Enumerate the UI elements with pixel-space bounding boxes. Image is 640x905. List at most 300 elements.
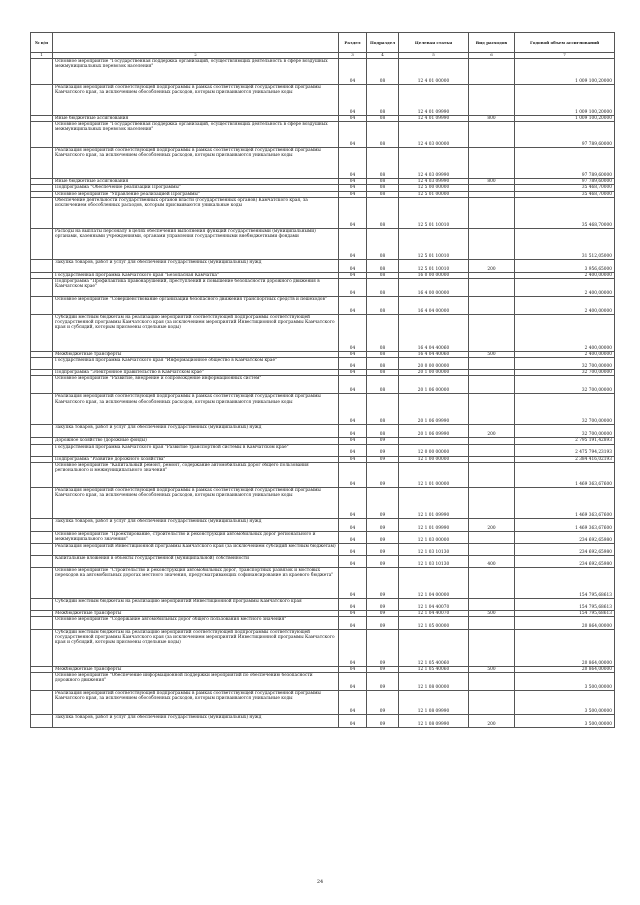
cell-tselevaya-statya: 12 1 03 00000 — [399, 531, 469, 543]
cell-razdel: 04 — [339, 116, 367, 122]
cell-num — [31, 518, 53, 531]
cell-amount: 2 400,00000 — [515, 315, 615, 352]
header-num: № п/п — [31, 33, 53, 53]
cell-podrazdel: 09 — [367, 518, 399, 531]
cell-amount: 2 475 794,23193 — [515, 444, 615, 456]
cell-amount: 20 864,00000 — [515, 630, 615, 667]
cell-num — [31, 394, 53, 425]
cell-podrazdel: 08 — [367, 358, 399, 370]
column-number: 3 — [339, 53, 367, 59]
table-row — [31, 85, 615, 116]
cell-vid-rashodov — [469, 197, 515, 228]
cell-name: Реализация мероприятий соответствующей подпрограммы в рамках соответствующей государственной программы Камчатского края, за исключением обособленных расходов, которым присваиваются уникальные коды — [53, 487, 339, 518]
cell-tselevaya-statya: 12 1 05 40060 — [399, 667, 469, 673]
cell-podrazdel: 09 — [367, 456, 399, 462]
cell-amount: 20 864,00000 — [515, 667, 615, 673]
header-annual-amount: Годовой объем ассигнований — [515, 33, 615, 53]
cell-tselevaya-statya: 20 1 06 09990 — [399, 425, 469, 438]
cell-num — [31, 376, 53, 394]
cell-tselevaya-statya: 12 4 01 00000 — [399, 59, 469, 85]
cell-razdel: 04 — [339, 518, 367, 531]
cell-tselevaya-statya: 20 1 00 00000 — [399, 370, 469, 376]
cell-amount: 31 512,05000 — [515, 228, 615, 259]
cell-vid-rashodov — [469, 297, 515, 315]
cell-vid-rashodov: 800 — [469, 116, 515, 122]
cell-razdel: 04 — [339, 85, 367, 116]
cell-name: Реализация мероприятий Инвестиционной программы Камчатского края (за исключением субсидий местным бюджетам) — [53, 543, 339, 555]
cell-vid-rashodov — [469, 358, 515, 370]
table-row — [31, 376, 615, 394]
cell-razdel: 04 — [339, 394, 367, 425]
table-row — [31, 59, 615, 85]
cell-num — [31, 279, 53, 297]
cell-num — [31, 543, 53, 555]
cell-name: Государственная программа Камчатского края "Информационное общество в Камчатском крае" — [53, 358, 339, 370]
cell-podrazdel: 09 — [367, 567, 399, 598]
cell-amount: 97 789,60000 — [515, 179, 615, 185]
cell-name: Государственная программа Камчатского края "Безопасная Камчатка" — [53, 272, 339, 278]
cell-name: Закупка товаров, работ и услуг для обеспечения государственных (муниципальных) нужд — [53, 259, 339, 272]
header-vid-rashodov: Вид расходов — [469, 33, 515, 53]
table-body — [31, 59, 615, 728]
cell-amount: 3 500,00000 — [515, 691, 615, 715]
column-number: 6 — [469, 53, 515, 59]
cell-num — [31, 148, 53, 179]
cell-podrazdel: 09 — [367, 444, 399, 456]
cell-amount: 97 789,60000 — [515, 122, 615, 148]
cell-podrazdel: 08 — [367, 425, 399, 438]
cell-vid-rashodov — [469, 691, 515, 715]
cell-vid-rashodov — [469, 122, 515, 148]
cell-name: Подпрограмма "Электронное правительство в Камчатском крае" — [53, 370, 339, 376]
table-row — [31, 617, 615, 630]
cell-amount: 3 956,65000 — [515, 259, 615, 272]
table-header — [31, 33, 615, 59]
cell-num — [31, 85, 53, 116]
cell-tselevaya-statya: 12 1 03 10130 — [399, 543, 469, 555]
cell-razdel: 04 — [339, 259, 367, 272]
cell-num — [31, 197, 53, 228]
cell-tselevaya-statya: 20 1 06 00000 — [399, 376, 469, 394]
cell-razdel: 04 — [339, 567, 367, 598]
cell-podrazdel: 09 — [367, 630, 399, 667]
cell-podrazdel: 08 — [367, 191, 399, 197]
cell-amount: 2 400,00000 — [515, 279, 615, 297]
cell-vid-rashodov: 200 — [469, 715, 515, 728]
cell-name: Реализация мероприятий соответствующей подпрограммы в рамках соответствующей государственной программы Камчатского края, за исключением обособленных расходов, которым присваиваются уникальные коды — [53, 691, 339, 715]
cell-num — [31, 228, 53, 259]
cell-razdel: 04 — [339, 358, 367, 370]
column-number: 7 — [515, 53, 615, 59]
cell-num — [31, 425, 53, 438]
cell-amount: 154 795,68613 — [515, 610, 615, 616]
cell-name: Государственная программа Камчатского края "Развитие транспортной системы в Камчатском крае" — [53, 444, 339, 456]
table-row — [31, 148, 615, 179]
cell-podrazdel: 09 — [367, 543, 399, 555]
cell-vid-rashodov: 800 — [469, 179, 515, 185]
header-podrazdel: Подраздел — [367, 33, 399, 53]
cell-num — [31, 598, 53, 610]
cell-vid-rashodov — [469, 59, 515, 85]
cell-tselevaya-statya: 12 5 00 00000 — [399, 185, 469, 191]
cell-name: Основное мероприятие "Государственная поддержка организаций, осуществляющих деятельность в сфере воздушных межмуниципальных перевозок населения" — [53, 59, 339, 85]
cell-name: Реализация мероприятий соответствующей подпрограммы в рамках соответствующей государственной программы Камчатского края, за исключением обособленных расходов, которым присваиваются уникальные коды — [53, 394, 339, 425]
cell-vid-rashodov: 500 — [469, 610, 515, 616]
cell-name: Реализация мероприятий соответствующей подпрограммы в рамках соответствующей государственной программы Камчатского края, за исключением обособленных расходов, которым присваиваются уникальные коды — [53, 148, 339, 179]
cell-tselevaya-statya: 12 1 04 40070 — [399, 598, 469, 610]
cell-amount: 1 009 100,20000 — [515, 59, 615, 85]
cell-vid-rashodov — [469, 85, 515, 116]
cell-razdel: 04 — [339, 59, 367, 85]
table-row — [31, 228, 615, 259]
cell-razdel: 04 — [339, 272, 367, 278]
table-row — [31, 315, 615, 352]
table-row — [31, 630, 615, 667]
cell-amount: 154 795,68613 — [515, 567, 615, 598]
cell-amount: 1 469 363,67600 — [515, 487, 615, 518]
cell-amount: 32 700,00000 — [515, 358, 615, 370]
table-row — [31, 358, 615, 370]
cell-amount: 32 700,00000 — [515, 425, 615, 438]
cell-vid-rashodov: 200 — [469, 425, 515, 438]
cell-razdel: 04 — [339, 715, 367, 728]
cell-name: Основное мероприятие "Капитальный ремонт, ремонт, содержание автомобильных дорог общего пользования регионального и межмуниципального значения" — [53, 462, 339, 487]
table-row — [31, 598, 615, 610]
cell-razdel: 04 — [339, 185, 367, 191]
header-razdel: Раздел — [339, 33, 367, 53]
table-row — [31, 462, 615, 487]
cell-name: Дорожное хозяйство (дорожные фонды) — [53, 438, 339, 444]
cell-podrazdel: 08 — [367, 185, 399, 191]
cell-razdel: 04 — [339, 673, 367, 691]
cell-name: Основное мероприятие "Проектирование, строительство и реконструкция автомобильных дорог регионального и межмуниципального значения" — [53, 531, 339, 543]
cell-name: Основное мероприятие "Строительство и реконструкция автомобильных дорог, транспортных развязок и мостовых переходов на автомобильных дорогах местного значения, предусматривающих софинансирование из краевого бюджета" — [53, 567, 339, 598]
table-row — [31, 425, 615, 438]
budget-table — [30, 32, 615, 728]
page-number: 24 — [316, 879, 324, 885]
cell-name: Закупка товаров, работ и услуг для обеспечения государственных (муниципальных) нужд — [53, 425, 339, 438]
cell-podrazdel: 08 — [367, 259, 399, 272]
cell-name: Межбюджетные трансферты — [53, 352, 339, 358]
cell-amount: 35 468,70000 — [515, 191, 615, 197]
cell-razdel: 04 — [339, 228, 367, 259]
cell-razdel: 04 — [339, 297, 367, 315]
cell-amount: 35 468,70000 — [515, 185, 615, 191]
column-number: 2 — [53, 53, 339, 59]
cell-razdel: 04 — [339, 315, 367, 352]
cell-num — [31, 487, 53, 518]
cell-num — [31, 297, 53, 315]
table-row — [31, 444, 615, 456]
header-tselevaya-statya: Целевая статья — [399, 33, 469, 53]
cell-razdel: 04 — [339, 425, 367, 438]
cell-podrazdel: 08 — [367, 272, 399, 278]
cell-tselevaya-statya: 12 5 01 10010 — [399, 259, 469, 272]
cell-razdel: 04 — [339, 610, 367, 616]
cell-podrazdel: 08 — [367, 179, 399, 185]
cell-podrazdel: 08 — [367, 228, 399, 259]
cell-amount: 1 009 100,20000 — [515, 116, 615, 122]
cell-num — [31, 531, 53, 543]
cell-amount: 154 795,68613 — [515, 598, 615, 610]
column-number: 1 — [31, 53, 53, 59]
cell-name: Расходы на выплаты персоналу в целях обеспечения выполнения функций государственными (муниципальными) органами, казенными учреждениями, органами управления государственными внебюджетными фондами — [53, 228, 339, 259]
cell-name: Закупка товаров, работ и услуг для обеспечения государственных (муниципальных) нужд — [53, 518, 339, 531]
cell-name: Основное мероприятие "Развитие, внедрение и сопровождение информационных систем" — [53, 376, 339, 394]
cell-razdel: 04 — [339, 122, 367, 148]
cell-vid-rashodov — [469, 376, 515, 394]
cell-amount: 2 795 191,42893 — [515, 438, 615, 444]
cell-podrazdel: 09 — [367, 462, 399, 487]
cell-tselevaya-statya: 12 1 04 00000 — [399, 567, 469, 598]
cell-name: Субсидии местным бюджетам на реализацию мероприятий соответствующей подпрограммы соответствующей государственной программы Камчатского края (за исключением мероприятий Инвестиционной программы Камчатского края и субсидий, которым присвоены отдельные коды) — [53, 315, 339, 352]
cell-name: Межбюджетные трансферты — [53, 610, 339, 616]
cell-amount: 32 700,00000 — [515, 370, 615, 376]
cell-tselevaya-statya: 12 4 01 09990 — [399, 85, 469, 116]
cell-podrazdel: 09 — [367, 438, 399, 444]
cell-num — [31, 59, 53, 85]
cell-num — [31, 630, 53, 667]
cell-vid-rashodov — [469, 531, 515, 543]
cell-razdel: 04 — [339, 531, 367, 543]
cell-podrazdel: 08 — [367, 197, 399, 228]
cell-name: Основное мероприятие "Содержание автомобильных дорог общего пользования местного значения" — [53, 617, 339, 630]
cell-razdel: 04 — [339, 197, 367, 228]
table-row — [31, 691, 615, 715]
cell-name: Основное мероприятие "Обеспечение информационной поддержки мероприятий по обеспечению безопасности дорожного движения" — [53, 673, 339, 691]
cell-podrazdel: 09 — [367, 598, 399, 610]
cell-podrazdel: 08 — [367, 116, 399, 122]
table-row — [31, 673, 615, 691]
cell-vid-rashodov — [469, 487, 515, 518]
cell-razdel: 04 — [339, 462, 367, 487]
cell-num — [31, 617, 53, 630]
cell-amount: 1 469 363,67600 — [515, 518, 615, 531]
cell-amount: 20 864,00000 — [515, 617, 615, 630]
cell-amount: 32 700,00000 — [515, 394, 615, 425]
table-row — [31, 197, 615, 228]
cell-vid-rashodov — [469, 228, 515, 259]
cell-amount: 234 692,65980 — [515, 555, 615, 567]
cell-num — [31, 315, 53, 352]
cell-name: Иные бюджетные ассигнования — [53, 116, 339, 122]
cell-tselevaya-statya: 12 1 04 40070 — [399, 610, 469, 616]
column-number: 4 — [367, 53, 399, 59]
cell-vid-rashodov — [469, 279, 515, 297]
cell-tselevaya-statya: 12 1 01 00000 — [399, 462, 469, 487]
cell-amount: 35 468,70000 — [515, 197, 615, 228]
cell-razdel: 04 — [339, 667, 367, 673]
cell-vid-rashodov — [469, 617, 515, 630]
cell-num — [31, 462, 53, 487]
cell-podrazdel: 08 — [367, 122, 399, 148]
cell-num — [31, 673, 53, 691]
cell-podrazdel: 08 — [367, 376, 399, 394]
cell-vid-rashodov: 400 — [469, 555, 515, 567]
cell-tselevaya-statya: 12 1 05 40060 — [399, 630, 469, 667]
table-row — [31, 715, 615, 728]
cell-num — [31, 259, 53, 272]
cell-amount: 1 469 363,67600 — [515, 462, 615, 487]
cell-vid-rashodov — [469, 394, 515, 425]
cell-vid-rashodov: 200 — [469, 259, 515, 272]
cell-podrazdel: 09 — [367, 487, 399, 518]
cell-amount: 2 400,00000 — [515, 272, 615, 278]
cell-vid-rashodov — [469, 673, 515, 691]
cell-razdel: 04 — [339, 376, 367, 394]
cell-name: Капитальные вложения в объекты государственной (муниципальной) собственности — [53, 555, 339, 567]
cell-amount: 32 700,00000 — [515, 376, 615, 394]
cell-tselevaya-statya: 16 4 04 40060 — [399, 315, 469, 352]
cell-razdel: 04 — [339, 617, 367, 630]
cell-name: Обеспечение деятельности государственных органов власти (государственных органов) Камчатского края, за исключением обособленных расходов, которым присваиваются уникальные коды — [53, 197, 339, 228]
cell-razdel: 04 — [339, 370, 367, 376]
cell-podrazdel: 08 — [367, 85, 399, 116]
cell-num — [31, 358, 53, 370]
cell-vid-rashodov — [469, 598, 515, 610]
cell-num — [31, 444, 53, 456]
cell-amount: 234 692,65980 — [515, 543, 615, 555]
cell-tselevaya-statya: 20 0 00 00000 — [399, 358, 469, 370]
cell-num — [31, 715, 53, 728]
cell-podrazdel: 09 — [367, 691, 399, 715]
cell-vid-rashodov — [469, 315, 515, 352]
cell-amount: 2 400,00000 — [515, 297, 615, 315]
cell-tselevaya-statya: 12 1 08 09990 — [399, 691, 469, 715]
cell-tselevaya-statya: 16 4 00 00000 — [399, 279, 469, 297]
cell-name: Межбюджетные трансферты — [53, 667, 339, 673]
cell-razdel: 04 — [339, 598, 367, 610]
cell-razdel: 04 — [339, 487, 367, 518]
cell-tselevaya-statya: 12 1 01 09990 — [399, 487, 469, 518]
cell-podrazdel: 08 — [367, 315, 399, 352]
cell-podrazdel: 09 — [367, 555, 399, 567]
cell-tselevaya-statya: 12 4 01 09990 — [399, 116, 469, 122]
table-row — [31, 531, 615, 543]
cell-num — [31, 691, 53, 715]
table-row — [31, 518, 615, 531]
cell-name: Подпрограмма "Профилактика правонарушений, преступлений и повышение безопасности дорожного движения в Камчатском крае" — [53, 279, 339, 297]
cell-vid-rashodov — [469, 630, 515, 667]
cell-vid-rashodov: 200 — [469, 518, 515, 531]
cell-podrazdel: 09 — [367, 667, 399, 673]
cell-name: Иные бюджетные ассигнования — [53, 179, 339, 185]
cell-podrazdel: 08 — [367, 59, 399, 85]
cell-amount: 234 692,65980 — [515, 531, 615, 543]
cell-podrazdel: 09 — [367, 531, 399, 543]
cell-razdel: 04 — [339, 352, 367, 358]
column-number: 5 — [399, 53, 469, 59]
cell-vid-rashodov — [469, 567, 515, 598]
table-row — [31, 122, 615, 148]
cell-tselevaya-statya: 12 1 08 09990 — [399, 715, 469, 728]
cell-tselevaya-statya: 12 4 03 00000 — [399, 122, 469, 148]
cell-tselevaya-statya: 12 1 05 00000 — [399, 617, 469, 630]
cell-num — [31, 555, 53, 567]
cell-name: Реализация мероприятий соответствующей подпрограммы в рамках соответствующей государственной программы Камчатского края, за исключением обособленных расходов, которым присваиваются уникальные коды — [53, 85, 339, 116]
cell-podrazdel: 08 — [367, 370, 399, 376]
cell-amount: 3 500,00000 — [515, 673, 615, 691]
cell-num — [31, 122, 53, 148]
cell-name: Закупка товаров, работ и услуг для обеспечения государственных (муниципальных) нужд — [53, 715, 339, 728]
cell-podrazdel: 08 — [367, 279, 399, 297]
cell-tselevaya-statya: 12 0 00 00000 — [399, 444, 469, 456]
table-row — [31, 487, 615, 518]
cell-tselevaya-statya: 16 0 00 00000 — [399, 272, 469, 278]
cell-vid-rashodov — [469, 462, 515, 487]
table-row — [31, 567, 615, 598]
cell-razdel: 04 — [339, 179, 367, 185]
cell-amount: 1 009 100,20000 — [515, 85, 615, 116]
cell-amount: 97 789,60000 — [515, 148, 615, 179]
cell-num — [31, 567, 53, 598]
table-row — [31, 543, 615, 555]
table-row — [31, 297, 615, 315]
cell-name: Субсидии местным бюджетам на реализацию мероприятий соответствующей подпрограммы соответствующей государственной программы Камчатского края (за исключением мероприятий Инвестиционной программы Камчатского края и субсидий, которым присвоены отдельные коды) — [53, 630, 339, 667]
cell-name: Подпрограмма "Развитие дорожного хозяйства" — [53, 456, 339, 462]
cell-name: Основное мероприятие "Совершенствование организации безопасного движения транспортных средств и пешеходов" — [53, 297, 339, 315]
cell-amount: 3 500,00000 — [515, 715, 615, 728]
table-row — [31, 279, 615, 297]
cell-vid-rashodov: 500 — [469, 352, 515, 358]
table-row — [31, 394, 615, 425]
cell-amount: 2 384 416,02193 — [515, 456, 615, 462]
cell-razdel: 04 — [339, 456, 367, 462]
cell-podrazdel: 09 — [367, 715, 399, 728]
cell-vid-rashodov — [469, 148, 515, 179]
cell-tselevaya-statya: 12 1 08 00000 — [399, 673, 469, 691]
cell-razdel: 04 — [339, 691, 367, 715]
table-row — [31, 555, 615, 567]
cell-name: Субсидии местным бюджетам на реализацию мероприятий Инвестиционной программы Камчатского края — [53, 598, 339, 610]
cell-podrazdel: 09 — [367, 617, 399, 630]
cell-tselevaya-statya: 12 4 03 09990 — [399, 148, 469, 179]
cell-vid-rashodov — [469, 444, 515, 456]
cell-tselevaya-statya: 20 1 06 09990 — [399, 394, 469, 425]
cell-tselevaya-statya: 12 1 01 09990 — [399, 518, 469, 531]
cell-razdel: 04 — [339, 630, 367, 667]
cell-razdel: 04 — [339, 444, 367, 456]
cell-tselevaya-statya: 16 4 04 00000 — [399, 297, 469, 315]
cell-amount: 2 400,00000 — [515, 352, 615, 358]
cell-podrazdel: 08 — [367, 148, 399, 179]
header-name — [53, 33, 339, 53]
cell-name: Основное мероприятие "Управление реализацией Программы" — [53, 191, 339, 197]
cell-podrazdel: 08 — [367, 297, 399, 315]
cell-tselevaya-statya: 12 5 01 10010 — [399, 197, 469, 228]
cell-razdel: 04 — [339, 543, 367, 555]
cell-name: Подпрограмма "Обеспечение реализации Программы" — [53, 185, 339, 191]
cell-vid-rashodov: 500 — [469, 667, 515, 673]
cell-podrazdel: 08 — [367, 394, 399, 425]
table-row — [31, 259, 615, 272]
cell-podrazdel: 09 — [367, 610, 399, 616]
cell-name: Основное мероприятие "Государственная поддержка организаций, осуществляющих деятельность в сфере воздушных межмуниципальных перевозок населения" — [53, 122, 339, 148]
cell-podrazdel: 08 — [367, 352, 399, 358]
cell-tselevaya-statya: 12 5 01 10010 — [399, 228, 469, 259]
cell-tselevaya-statya: 16 4 04 40060 — [399, 352, 469, 358]
cell-razdel: 04 — [339, 148, 367, 179]
cell-vid-rashodov — [469, 543, 515, 555]
cell-tselevaya-statya: 12 1 03 10130 — [399, 555, 469, 567]
cell-razdel: 04 — [339, 438, 367, 444]
cell-tselevaya-statya: 12 1 00 00000 — [399, 456, 469, 462]
cell-razdel: 04 — [339, 555, 367, 567]
cell-razdel: 04 — [339, 279, 367, 297]
cell-tselevaya-statya: 12 4 03 09990 — [399, 179, 469, 185]
cell-razdel: 04 — [339, 191, 367, 197]
cell-tselevaya-statya: 12 5 01 00000 — [399, 191, 469, 197]
